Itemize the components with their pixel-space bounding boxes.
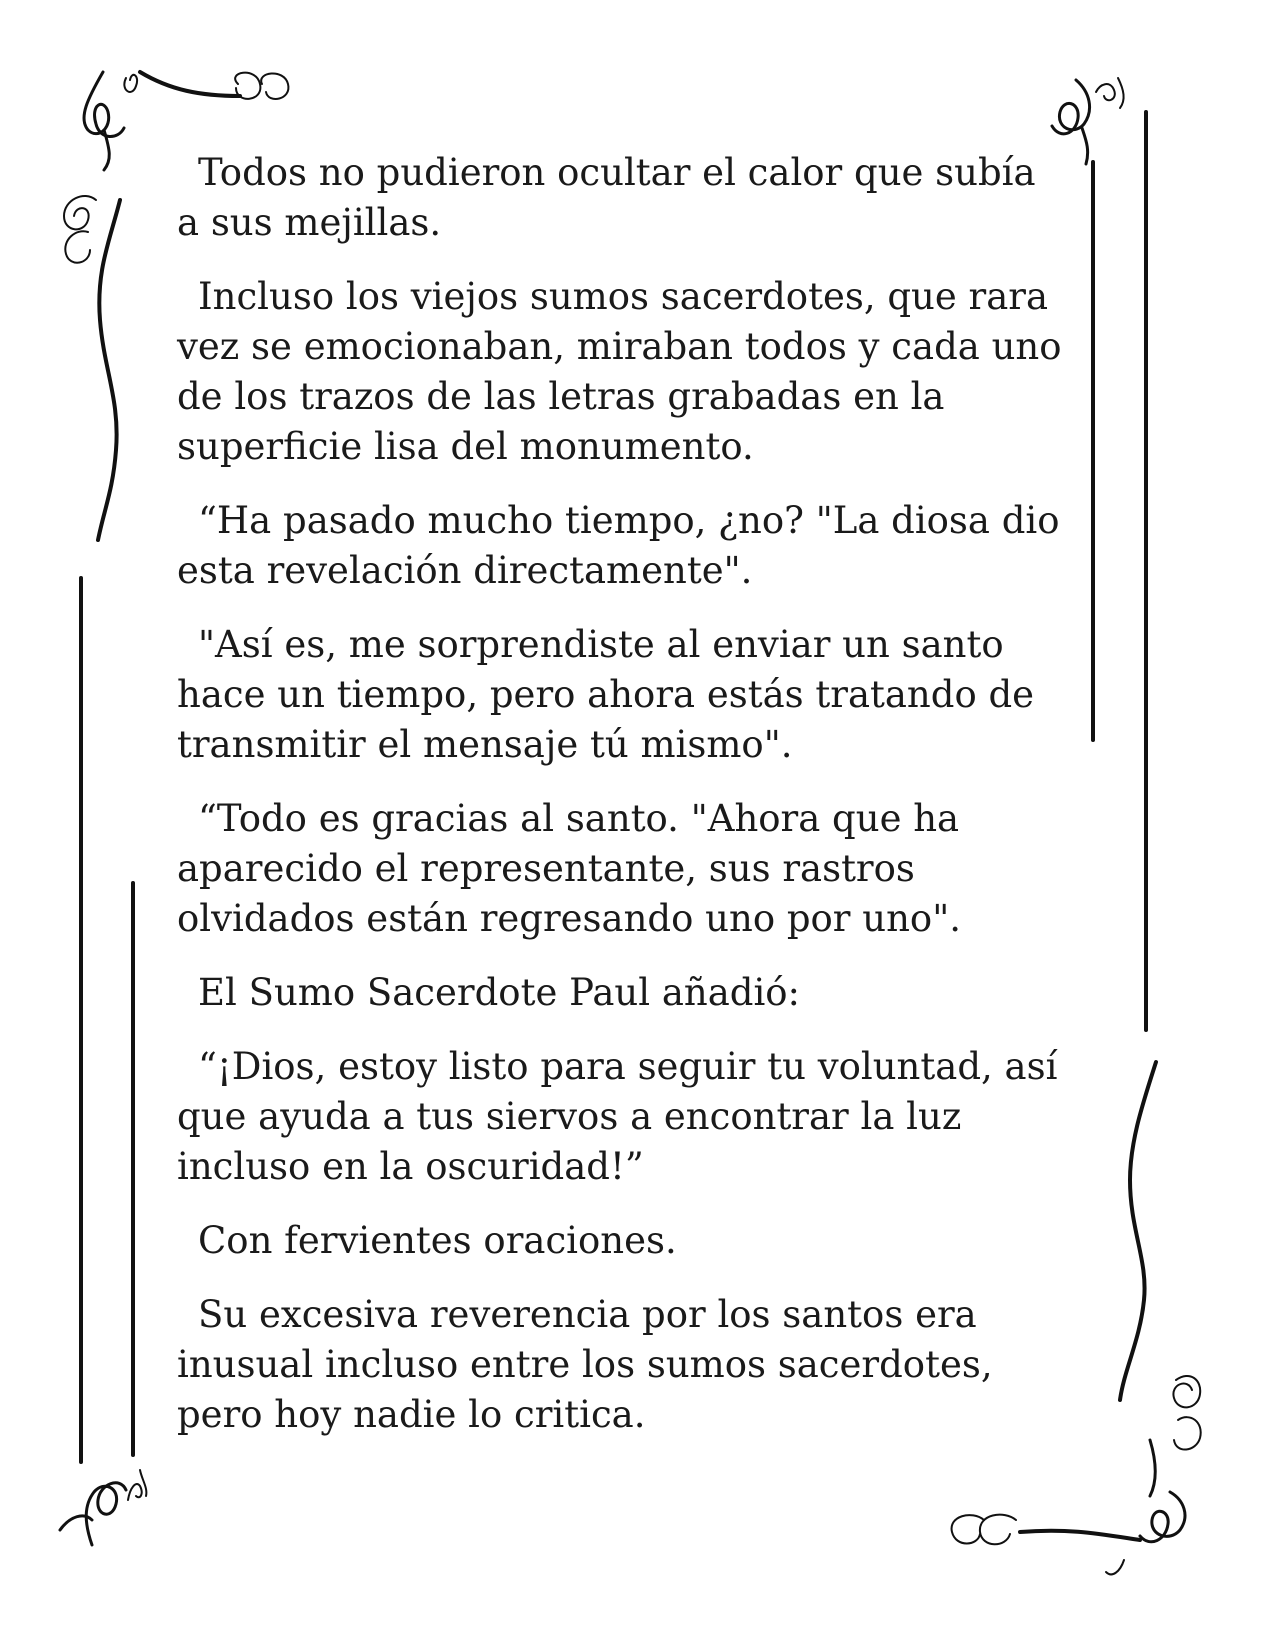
text-line: “Todo es gracias al santo. "Ahora que ha: [198, 797, 960, 840]
text-line: “¡Dios, estoy listo para seguir tu voluntad, así: [198, 1045, 1058, 1088]
text-line: Su excesiva reverencia por los santos era: [198, 1293, 977, 1336]
paragraph: [177, 794, 1092, 944]
text-line: hace un tiempo, pero ahora estás tratando de: [177, 673, 1035, 716]
text-line: que ayuda a tus siervos a encontrar la luz: [177, 1095, 962, 1138]
paragraph: [177, 496, 1092, 596]
paragraph: [177, 968, 1092, 1018]
text-line: vez se emocionaban, miraban todos y cada uno: [177, 325, 1062, 368]
bottom-left-flourish-icon: [60, 1470, 146, 1545]
paragraph: [177, 1042, 1092, 1192]
text-line: incluso en la oscuridad!”: [177, 1145, 644, 1188]
text-line: pero hoy nadie lo critica.: [177, 1393, 646, 1436]
text-line: transmitir el mensaje tú mismo".: [177, 723, 793, 766]
text-line: olvidados están regresando uno por uno".: [177, 897, 961, 940]
text-line: "Así es, me sorprendiste al enviar un santo: [198, 623, 1004, 666]
text-line: El Sumo Sacerdote Paul añadió:: [198, 971, 801, 1014]
text-line: Todos no pudieron ocultar el calor que subía: [198, 151, 1036, 194]
paragraph: [177, 148, 1092, 248]
page-body-text: [177, 148, 1092, 1464]
text-line: inusual incluso entre los sumos sacerdotes,: [177, 1343, 993, 1386]
text-line: superficie lisa del monumento.: [177, 425, 754, 468]
text-line: Incluso los viejos sumos sacerdotes, que rara: [198, 275, 1049, 318]
paragraph: [177, 620, 1092, 770]
text-line: de los trazos de las letras grabadas en la: [177, 375, 945, 418]
text-line: aparecido el representante, sus rastros: [177, 847, 915, 890]
paragraph: [177, 1216, 1092, 1266]
paragraph: [177, 272, 1092, 472]
text-line: a sus mejillas.: [177, 201, 442, 244]
paragraph: [177, 1290, 1092, 1440]
text-line: “Ha pasado mucho tiempo, ¿no? "La diosa dio: [198, 499, 1060, 542]
text-line: esta revelación directamente".: [177, 549, 753, 592]
text-line: Con fervientes oraciones.: [198, 1219, 677, 1262]
